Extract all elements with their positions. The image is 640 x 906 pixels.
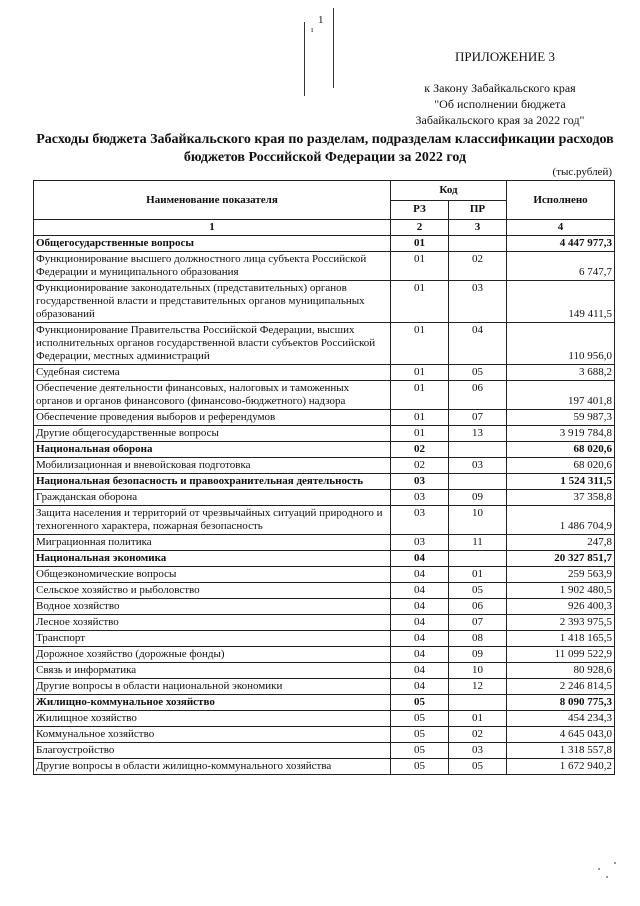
- row-pr-code: [449, 695, 507, 711]
- row-pr-code: 10: [449, 506, 507, 535]
- row-amount: 2 246 814,5: [507, 679, 615, 695]
- row-amount: 2 393 975,5: [507, 615, 615, 631]
- table-row: [34, 743, 615, 759]
- row-pr-code: 13: [449, 426, 507, 442]
- header-executed: Исполнено: [507, 181, 615, 220]
- row-rz-code: 01: [391, 252, 449, 281]
- row-pr-code: 06: [449, 599, 507, 615]
- row-pr-code: 01: [449, 711, 507, 727]
- row-rz-code: 01: [391, 323, 449, 365]
- row-rz-code: 01: [391, 365, 449, 381]
- row-rz-code: 01: [391, 410, 449, 426]
- row-rz-code: 04: [391, 647, 449, 663]
- table-row: [34, 474, 615, 490]
- row-pr-code: 08: [449, 631, 507, 647]
- row-pr-code: 03: [449, 743, 507, 759]
- row-pr-code: [449, 551, 507, 567]
- row-rz-code: 04: [391, 615, 449, 631]
- row-amount: 1 902 480,5: [507, 583, 615, 599]
- table-row: [34, 365, 615, 381]
- row-pr-code: 05: [449, 759, 507, 775]
- row-name: Национальная экономика: [34, 551, 391, 567]
- row-rz-code: 05: [391, 759, 449, 775]
- scan-artifact: [606, 876, 608, 878]
- row-name: Национальная безопасность и правоохранительная деятельность: [34, 474, 391, 490]
- table-row: [34, 506, 615, 535]
- row-name: Коммунальное хозяйство: [34, 727, 391, 743]
- row-amount: 8 090 775,3: [507, 695, 615, 711]
- row-amount: 1 524 311,5: [507, 474, 615, 490]
- row-rz-code: 01: [391, 236, 449, 252]
- row-rz-code: 04: [391, 583, 449, 599]
- row-rz-code: 03: [391, 490, 449, 506]
- row-rz-code: 04: [391, 679, 449, 695]
- law-reference-line: к Закону Забайкальского края: [424, 81, 576, 95]
- table-row: [34, 410, 615, 426]
- row-amount: 68 020,6: [507, 442, 615, 458]
- row-name: Функционирование законодательных (представительных) органов государственной власти и представительных органов муниципальных образований: [34, 281, 391, 323]
- row-name: Функционирование Правительства Российской Федерации, высших исполнительных органов государственной власти субъектов Российской Федерации, местных администраций: [34, 323, 391, 365]
- table-row: [34, 631, 615, 647]
- row-name: Связь и информатика: [34, 663, 391, 679]
- row-name: Другие вопросы в области жилищно-коммунального хозяйства: [34, 759, 391, 775]
- column-number: 1: [34, 220, 391, 236]
- row-amount: 20 327 851,7: [507, 551, 615, 567]
- row-pr-code: 05: [449, 365, 507, 381]
- row-amount: 1 418 165,5: [507, 631, 615, 647]
- units-label: (тыс.рублей): [552, 166, 612, 178]
- row-pr-code: 03: [449, 281, 507, 323]
- row-amount: 80 928,6: [507, 663, 615, 679]
- row-name: Мобилизационная и вневойсковая подготовка: [34, 458, 391, 474]
- row-pr-code: 01: [449, 567, 507, 583]
- appendix-label: ПРИЛОЖЕНИЕ 3: [455, 49, 555, 64]
- row-pr-code: 03: [449, 458, 507, 474]
- table-row: [34, 490, 615, 506]
- row-amount: 247,8: [507, 535, 615, 551]
- row-name: Обеспечение деятельности финансовых, налоговых и таможенных органов и органов финансового (финансово-бюджетного) надзора: [34, 381, 391, 410]
- document-title-line: Расходы бюджета Забайкальского края по разделам, подразделам классификации расходов: [36, 132, 614, 147]
- row-rz-code: 02: [391, 458, 449, 474]
- row-name: Жилищно-коммунальное хозяйство: [34, 695, 391, 711]
- row-name: Национальная оборона: [34, 442, 391, 458]
- table-row: [34, 426, 615, 442]
- row-name: Судебная система: [34, 365, 391, 381]
- table-row: [34, 599, 615, 615]
- row-name: Благоустройство: [34, 743, 391, 759]
- row-name: Функционирование высшего должностного лица субъекта Российской Федерации и муниципального образования: [34, 252, 391, 281]
- document-title: [30, 131, 620, 167]
- row-amount: 3 688,2: [507, 365, 615, 381]
- header-pr: ПР: [449, 200, 507, 220]
- table-row: [34, 695, 615, 711]
- row-name: Миграционная политика: [34, 535, 391, 551]
- row-rz-code: 04: [391, 567, 449, 583]
- row-pr-code: 10: [449, 663, 507, 679]
- table-row: [34, 535, 615, 551]
- row-pr-code: 09: [449, 490, 507, 506]
- law-reference-line: "Об исполнении бюджета: [434, 97, 566, 111]
- table-row: [34, 711, 615, 727]
- page-number: 1: [318, 14, 324, 26]
- row-pr-code: [449, 474, 507, 490]
- row-name: Водное хозяйство: [34, 599, 391, 615]
- row-rz-code: 04: [391, 551, 449, 567]
- column-number: 2: [391, 220, 449, 236]
- row-pr-code: 02: [449, 727, 507, 743]
- row-pr-code: 11: [449, 535, 507, 551]
- fold-mark: ı: [311, 25, 314, 34]
- row-name: Сельское хозяйство и рыболовство: [34, 583, 391, 599]
- scan-artifact: [598, 868, 600, 870]
- table-row: [34, 458, 615, 474]
- row-name: Дорожное хозяйство (дорожные фонды): [34, 647, 391, 663]
- row-amount: 4 447 977,3: [507, 236, 615, 252]
- row-rz-code: 05: [391, 743, 449, 759]
- row-amount: 37 358,8: [507, 490, 615, 506]
- table-body: [34, 236, 615, 775]
- row-rz-code: 05: [391, 727, 449, 743]
- row-name: Общеэкономические вопросы: [34, 567, 391, 583]
- row-rz-code: 05: [391, 695, 449, 711]
- table-row: [34, 727, 615, 743]
- row-rz-code: 05: [391, 711, 449, 727]
- row-amount: 1 318 557,8: [507, 743, 615, 759]
- row-amount: 11 099 522,9: [507, 647, 615, 663]
- row-name: Жилищное хозяйство: [34, 711, 391, 727]
- row-name: Общегосударственные вопросы: [34, 236, 391, 252]
- table-row: [34, 381, 615, 410]
- row-pr-code: 12: [449, 679, 507, 695]
- header-code: Код: [391, 181, 507, 201]
- table-row: [34, 647, 615, 663]
- row-pr-code: 07: [449, 410, 507, 426]
- row-amount: 110 956,0: [507, 323, 615, 365]
- row-name: Лесное хозяйство: [34, 615, 391, 631]
- row-amount: 4 645 043,0: [507, 727, 615, 743]
- row-amount: 454 234,3: [507, 711, 615, 727]
- row-amount: 259 563,9: [507, 567, 615, 583]
- row-name: Другие общегосударственные вопросы: [34, 426, 391, 442]
- table-row: [34, 551, 615, 567]
- row-rz-code: 03: [391, 474, 449, 490]
- row-pr-code: 06: [449, 381, 507, 410]
- row-pr-code: 07: [449, 615, 507, 631]
- table-row: [34, 679, 615, 695]
- row-rz-code: 01: [391, 426, 449, 442]
- row-amount: 6 747,7: [507, 252, 615, 281]
- row-name: Другие вопросы в области национальной экономики: [34, 679, 391, 695]
- table-row: [34, 615, 615, 631]
- table-row: [34, 583, 615, 599]
- table-row: [34, 759, 615, 775]
- row-name: Транспорт: [34, 631, 391, 647]
- column-number: 4: [507, 220, 615, 236]
- row-amount: 926 400,3: [507, 599, 615, 615]
- table-row: [34, 236, 615, 252]
- column-number: 3: [449, 220, 507, 236]
- table-row: [34, 663, 615, 679]
- row-rz-code: 03: [391, 535, 449, 551]
- row-amount: 149 411,5: [507, 281, 615, 323]
- fold-line: [304, 22, 305, 96]
- row-rz-code: 02: [391, 442, 449, 458]
- row-amount: 68 020,6: [507, 458, 615, 474]
- row-pr-code: [449, 442, 507, 458]
- row-amount: 59 987,3: [507, 410, 615, 426]
- row-name: Обеспечение проведения выборов и референдумов: [34, 410, 391, 426]
- header-name: Наименование показателя: [34, 181, 391, 220]
- expenditure-table: [33, 180, 615, 775]
- table-row: [34, 323, 615, 365]
- row-rz-code: 01: [391, 281, 449, 323]
- row-amount: 1 672 940,2: [507, 759, 615, 775]
- table-row: [34, 281, 615, 323]
- row-pr-code: [449, 236, 507, 252]
- table-row: [34, 567, 615, 583]
- row-pr-code: 09: [449, 647, 507, 663]
- row-pr-code: 02: [449, 252, 507, 281]
- row-pr-code: 04: [449, 323, 507, 365]
- table-row: [34, 252, 615, 281]
- row-amount: 3 919 784,8: [507, 426, 615, 442]
- row-rz-code: 03: [391, 506, 449, 535]
- law-reference-line: Забайкальского края за 2022 год": [415, 113, 585, 127]
- row-rz-code: 04: [391, 663, 449, 679]
- row-pr-code: 05: [449, 583, 507, 599]
- table-row: [34, 442, 615, 458]
- fold-line: [333, 8, 334, 88]
- row-name: Защита населения и территорий от чрезвычайных ситуаций природного и техногенного характера, пожарная безопасность: [34, 506, 391, 535]
- row-rz-code: 04: [391, 631, 449, 647]
- row-name: Гражданская оборона: [34, 490, 391, 506]
- row-amount: 1 486 704,9: [507, 506, 615, 535]
- document-title-line: бюджетов Российской Федерации за 2022 год: [183, 150, 467, 165]
- row-rz-code: 04: [391, 599, 449, 615]
- row-amount: 197 401,8: [507, 381, 615, 410]
- law-reference: [380, 80, 620, 128]
- scan-artifact: [614, 862, 616, 864]
- row-rz-code: 01: [391, 381, 449, 410]
- header-rz: РЗ: [391, 200, 449, 220]
